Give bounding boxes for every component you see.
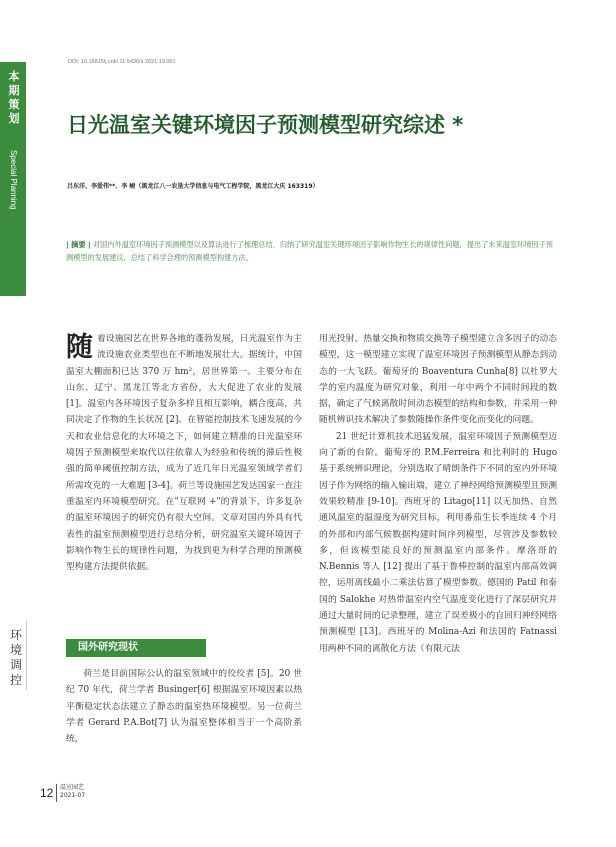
- abstract: [66, 238, 556, 264]
- article-title: 日光温室关键环境因子预测模型研究综述 *: [67, 113, 464, 137]
- footer-divider: [56, 784, 57, 802]
- body-column-left: [66, 331, 302, 575]
- author-line: 吕东洋、李爱伟**、李 峻（黑龙江八一农垦大学信息与电气工程学院，黑龙江大庆 163319）: [67, 183, 319, 190]
- doi-text: DOI: 10.16815/j.cnki.11-5436/s.2021.19.001: [68, 59, 176, 65]
- abstract-text: 对国内外温室环境因子预测模型以及算法进行了梳理总结，归纳了研究温室关键环境因子影响作物生长的规律性问题，提出了未来温室环境因子预测模型的发展建议，总结了科学合理的预测模型构建方法。: [66, 240, 553, 262]
- journal-issue: 2021-07: [60, 792, 86, 799]
- abstract-label: | 摘要 |: [66, 240, 91, 249]
- journal-name: 温室园艺: [60, 784, 85, 791]
- intro-paragraph: 着设施园艺在世界各地的蓬勃发展，日光温室作为主流设施农业类型也在不断地发展壮大。据统计，中国温室大棚面积已达 370 万 hm²，居世界第一。主要分布在山东、辽宁、黑龙江等北方省份，大大促进了农业的发展 [1]。温室内各环境因子复杂多样且相互影响，耦合度高，共同决定了作物的生长状况 [2]。在智能控制技术飞速发展的今天和农业信息化的大环境之下，如何建立精准的日光温室环境因子预测模型来取代以往依靠人为经验和传统的滞后性极强的简单阈值控制方法，成为了近几年日光温室领域学者们所需攻克的一大难题 [3-4]。荷兰等设施园艺发达国家一直注重温室内环境模型研究。在"互联网 +"的背景下，许多复杂的温室环境因子的研究仍有很大空间。文章对国内外具有代表性的温室预测模型进行总结分析，研究温室关键环境因子影响作物生长的规律性问题，为找到更为科学合理的预测模型构建方法提供依据。: [66, 334, 302, 573]
- page-number: 12: [40, 786, 54, 800]
- divider: [26, 620, 27, 690]
- body-column-right: [319, 331, 557, 657]
- paragraph-text: 荷兰是目前国际公认的温室领域中的佼佼者 [5]。20 世纪 70 年代，荷兰学者 Businger[6] 根据温室环境因素以热平衡稳定状态法建立了静态的温室热环境模型。另一位荷兰学者 Gerard P.A.Bot[7] 认为温室整体相当于一个高阶系统，: [66, 669, 302, 745]
- journal-info: [60, 784, 85, 800]
- drop-cap: 随: [66, 332, 93, 363]
- column-label: 环境调控: [9, 628, 22, 687]
- section-label-en-text: Special Planning: [9, 150, 18, 210]
- paragraph: 用光投射、热量交换和物质交换等子模型建立含多因子的动态模型，这一模型建立实现了温室环境因子预测模型从静态到动态的一大飞跃。葡萄牙的 Boaventura Cunha[8] 以杜罗大学的室内温度为研究对象，利用一年中两个不同时间段的数据，确定了气候离散时间动态模型的结构和参数，并采用一种随机辨识技术解决了参数随操作条件变化而变化的问题。: [319, 334, 557, 426]
- section-label: 本期策划: [8, 70, 20, 125]
- paragraph: 21 世纪计算机技术迅猛发展，温室环境因子预测模型迈向了新的台阶。葡萄牙的 P.M.Ferreira 和比利时的 Hugo 基于系统辨识理论，分别选取了晴朗条件下不同的室内外环境因子作为网络的输入输出端，建立了神经网络预测模型且预测效果较精准 [9-10]。西班牙的 Litago[11] 以无加热、自然通风温室的温湿度为研究目标，利用番茄生长季连续 4 个月的外部和内部气候数据构建时间序列模型，尽管涉及参数较多，但该模型能良好的预测温室内部条件。摩洛哥的 N.Bennis 等人 [12] 提出了基于鲁棒控制的温室内部高效调控，运用离线最小二乘法估算了模型参数。德国的 Patil 和泰国的 Salokhe 对热带温室内空气温度变化进行了深层研究并通过大量时间的记录整理，建立了误差极小的自回归神经网络预测模型 [13]。西班牙的 Molina-Azi 和法国的 Fatnassi 用两种不同的离散化方法（有限元法: [319, 431, 557, 654]
- section-heading: 国外研究现状: [66, 639, 206, 657]
- body-paragraph: [66, 666, 302, 747]
- section-label-en: [9, 150, 18, 280]
